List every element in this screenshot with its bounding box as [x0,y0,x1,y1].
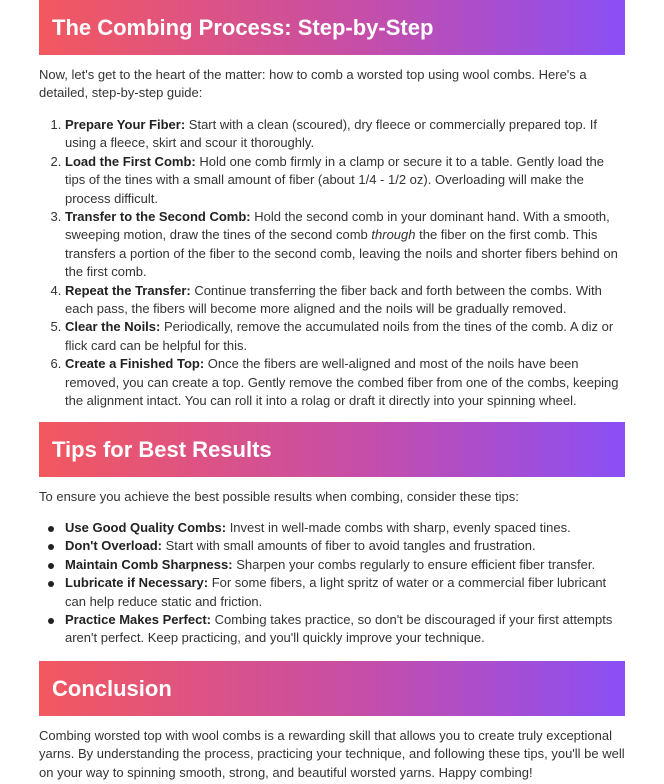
section-heading-tips: Tips for Best Results [39,422,625,477]
step-lead: Load the First Comb: [65,153,196,169]
section-heading-combing-process: The Combing Process: Step-by-Step [39,0,625,55]
tip-text: Sharpen your combs regularly to ensure efficient fiber transfer. [232,556,596,572]
tips-list [39,519,625,648]
conclusion-paragraph: Combing worsted top with wool combs is a rewarding skill that allows you to create truly exceptional yarns. By understanding the process, practicing your technique, and following these tips, you'll be well on your way to spinning smooth, strong, and beautiful worsted yarns. Happy combing! [39,728,625,780]
tip-lead: Use Good Quality Combs: [65,520,227,535]
step-text: the fiber on the first comb. This transfers a portion of the fiber to the second comb, leaving the noils and shorter fibers behind on the first comb. [65,227,618,280]
tip-lead: Don't Overload: [65,538,162,554]
step-lead: Prepare Your Fiber: [65,117,186,132]
list-item [65,318,625,355]
step-text: Periodically, remove the accumulated noils from the tines of the comb. A diz or flick card can be helpful for this. [65,319,614,353]
bullet-icon [48,581,54,587]
tip-lead: Practice Makes Perfect: [65,612,211,628]
list-item [65,282,625,319]
bullet-icon [48,618,54,624]
step-text: Once the fibers are well-aligned and most of the noils have been removed, you can create a top. Gently remove the combed fiber from one of the combs, keeping the alignment intact. You can roll it into a rolag or draft it directly into your spinning wheel. [65,356,619,409]
list-item [65,574,625,611]
combing-steps-list [39,116,625,411]
step-lead: Transfer to the Second Comb: [65,209,251,225]
tip-lead: Lubricate if Necessary: [65,575,209,591]
bullet-icon [48,563,54,569]
bullet-icon [48,526,54,532]
list-item [65,355,625,410]
combing-intro-paragraph: Now, let's get to the heart of the matter: how to comb a worsted top using wool combs. Here's a detailed, step-by-step guide: [39,67,587,101]
list-item [65,208,625,282]
bullet-icon [48,544,54,550]
step-text: Continue transferring the fiber back and forth between the combs. With each pass, the fibers will become more aligned and the noils will be gradually removed. [65,282,602,317]
tip-text: Invest in well-made combs with sharp, evenly spaced tines. [226,520,571,535]
list-item [65,116,625,153]
section-heading-conclusion: Conclusion [39,661,625,716]
list-item [65,611,625,648]
step-lead: Create a Finished Top: [65,356,205,372]
step-lead: Clear the Noils: [65,319,161,335]
step-text: Start with a clean (scoured), dry fleece or commercially prepared top. If using a fleece, skirt and scour it thoroughly. [65,117,598,151]
tips-intro-paragraph: To ensure you achieve the best possible results when combing, consider these tips: [39,489,519,504]
tip-lead: Maintain Comb Sharpness: [65,556,233,572]
step-emphasis: through [371,227,416,243]
step-lead: Repeat the Transfer: [65,282,191,298]
step-text: Hold the second comb in your dominant hand. With a smooth, sweeping motion, draw the tines of the second comb [65,209,610,243]
tip-text: Start with small amounts of fiber to avoid tangles and frustration. [162,538,536,554]
list-item [65,519,625,537]
tip-text: Combing takes practice, so don't be discouraged if your first attempts aren't perfect. Keep practicing, and you'll quickly improve your technique. [65,612,613,646]
list-item [65,556,625,574]
list-item [65,153,625,208]
list-item [65,537,625,555]
step-text: Hold one comb firmly in a clamp or secure it to a table. Gently load the tips of the tines with a small amount of fiber (about 1/4 - 1/2 oz). Overloading will make the process difficult. [65,153,604,206]
tip-text: For some fibers, a light spritz of water or a commercial fiber lubricant can help reduce static and friction. [65,575,607,609]
